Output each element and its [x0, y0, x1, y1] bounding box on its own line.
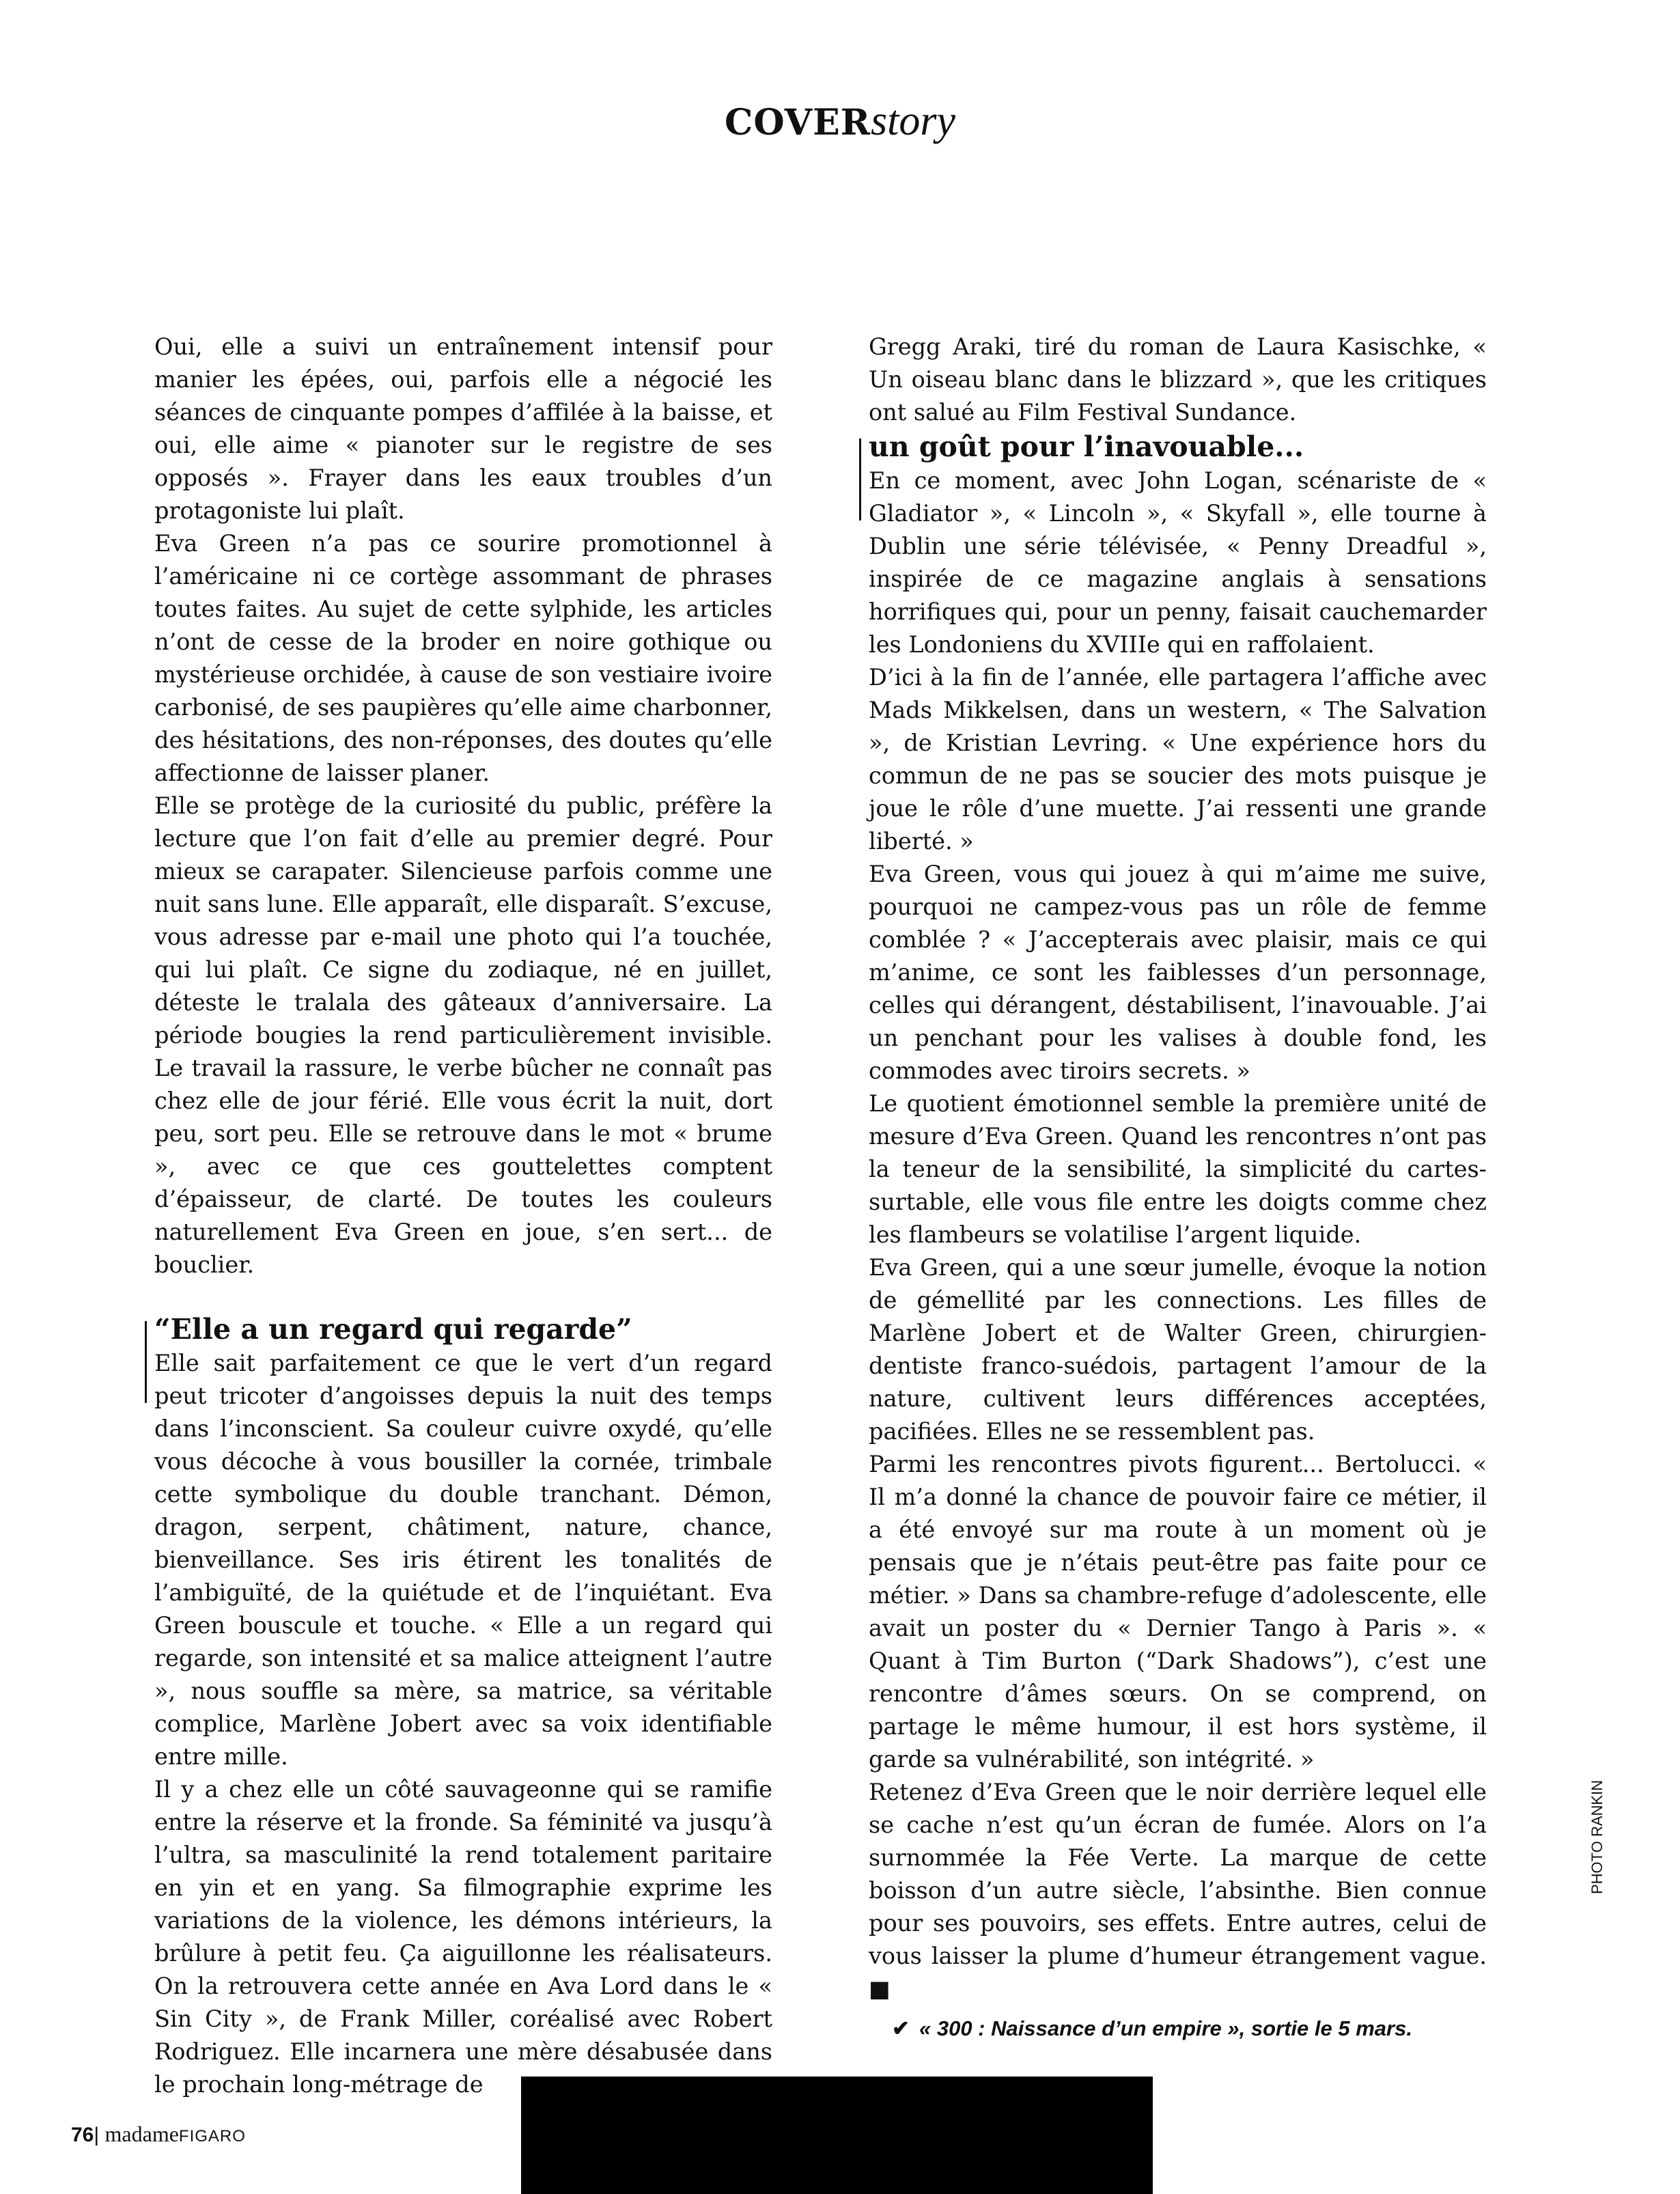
paragraph: D’ici à la fin de l’année, elle partagera l’affiche avec Mads Mikkelsen, dans un western, « The Salvation », de Kristian Levring. « Une expérience hors du commun de ne pas se soucier des mots puisque je joue le rôle d’une muette. J’ai ressenti une grande liberté. »: [869, 664, 1487, 855]
subhead: “Elle a un regard qui regarde”: [154, 1313, 632, 1346]
footer-separator: |: [94, 2124, 100, 2146]
black-block: [521, 2077, 1153, 2194]
paragraph: Oui, elle a suivi un entraînement intensif pour manier les épées, oui, parfois elle a négocié les séances de cinquante pompes d’affilée à la baisse, et oui, elle aime « pianoter sur le registre de ses opposés ». Frayer dans les eaux troubles d’un protagoniste lui plaît.: [154, 333, 772, 524]
page-number: 76: [71, 2124, 94, 2146]
paragraph: Elle sait parfaitement ce que le vert d’un regard peut tricoter d’angoisses depuis la nuit des temps dans l’inconscient. Sa couleur cuivre oxydé, qu’elle vous décoche à vous bousiller la cornée, trimbale cette symbolique du double tranchant. Démon, dragon, serpent, châtiment, nature, chance, bienveillance. Ses iris étirent les tonalités de l’ambiguïté, de la quiétude et de l’inquiétant. Eva Green bouscule et touche. « Elle a un regard qui regarde, son intensité et sa malice atteignent l’autre », nous souffle sa mère, sa matrice, sa véritable complice, Marlène Jobert avec sa voix identifiable entre mille.: [154, 1350, 772, 1770]
right-column: [869, 331, 1487, 2045]
left-column: [154, 331, 772, 2101]
paragraph: Parmi les rencontres pivots figurent... Bertolucci. « Il m’a donné la chance de pouvoir faire ce métier, il a été envoyé sur ma route à un moment où je pensais que je n’étais peut-être pas faite pour ce métier. » Dans sa chambre-refuge d’adolescente, elle avait un poster du « Dernier Tango à Paris ». « Quant à Tim Burton (“Dark Shadows”), c’est une rencontre d’âmes sœurs. On se comprend, on partage le même humour, il est hors système, il garde sa vulnérabilité, son intégrité. »: [869, 1451, 1487, 1773]
paragraph: Eva Green, vous qui jouez à qui m’aime me suive, pourquoi ne campez-vous pas un rôle de femme comblée ? « J’accepterais avec plaisir, mais ce qui m’anime, ce sont les faiblesses d’un personnage, celles qui dérangent, déstabilisent, l’inavouable. J’ai un penchant pour les valises à double fond, les commodes avec tiroirs secrets. »: [869, 861, 1487, 1084]
checkmark-icon: ✔: [892, 2016, 910, 2040]
paragraph: Eva Green n’a pas ce sourire promotionnel à l’américaine ni ce cortège assommant de phrases toutes faites. Au sujet de cette sylphide, les articles n’ont de cesse de la broder en noire gothique ou mystérieuse orchidée, à cause de son vestiaire ivoire carbonisé, de ses paupières qu’elle aime charbonner, des hésitations, des non-réponses, des doutes qu’elle affectionne de laisser planer.: [154, 530, 772, 786]
paragraph: Le quotient émotionnel semble la première unité de mesure d’Eva Green. Quand les rencontres n’ont pas la teneur de la sensibilité, la simplicité du cartes-surtable, elle vous file entre les doigts comme chez les flambeurs se volatilise l’argent liquide.: [869, 1090, 1487, 1248]
paragraph: Elle se protège de la curiosité du public, préfère la lecture que l’on fait d’elle au premier degré. Pour mieux se carapater. Silencieuse parfois comme une nuit sans lune. Elle apparaît, elle disparaît. S’excuse, vous adresse par e-mail une photo qui l’a touchée, qui lui plaît. Ce signe du zodiaque, né en juillet, déteste le tralala des gâteaux d’anniversaire. La période bougies la rend particulièrement invisible. Le travail la rassure, le verbe bûcher ne connaît pas chez elle de jour férié. Elle vous écrit la nuit, dort peu, sort peu. Elle se retrouve dans le mot « brume », avec ce que ces gouttelettes comptent d’épaisseur, de clarté. De toutes les couleurs naturellement Eva Green en joue, s’en sert... de bouclier.: [154, 792, 772, 1278]
subhead-block: [869, 429, 1487, 661]
subhead-block: [154, 1311, 772, 1773]
section-header: [0, 97, 1680, 145]
release-caption: [869, 2012, 1487, 2045]
section-header-story: story: [870, 98, 955, 144]
page-footer: [71, 2122, 246, 2147]
photo-credit: PHOTO RANKIN: [1588, 1779, 1606, 1894]
section-header-cover: COVER: [725, 102, 871, 143]
brand-figaro: FIGARO: [178, 2127, 246, 2146]
paragraph: Il y a chez elle un côté sauvageonne qui se ramifie entre la réserve et la fronde. Sa féminité va jusqu’à l’ultra, sa masculinité la rend totalement paritaire en yin et en yang. Sa filmographie exprime les variations de la violence, les démons intérieurs, la brûlure à petit feu. Ça aiguillonne les réalisateurs. On la retrouvera cette année en Ava Lord dans le « Sin City », de Frank Miller, coréalisé avec Robert Rodriguez. Elle incarnera une mère désabusée dans le prochain long-métrage de: [154, 1776, 772, 2098]
paragraph: En ce moment, avec John Logan, scénariste de « Gladiator », « Lincoln », « Skyfall », elle tourne à Dublin une série télévisée, « Penny Dreadful », inspirée de ce magazine anglais à sensations horrifiques qui, pour un penny, faisait cauchemarder les Londoniens du XVIIIe qui en raffolaient.: [869, 467, 1487, 658]
subhead: un goût pour l’inavouable...: [869, 430, 1304, 463]
brand-madame: madame: [104, 2122, 179, 2146]
paragraph: Eva Green, qui a une sœur jumelle, évoque la notion de gémellité par les connections. Les filles de Marlène Jobert et de Walter Green, chirurgien-dentiste franco-suédois, partagent l’amour de la nature, cultivent leurs différences acceptées, pacifiées. Elles ne se ressemblent pas.: [869, 1254, 1487, 1445]
paragraph: Retenez d’Eva Green que le noir derrière lequel elle se cache n’est qu’un écran de fumée. Alors on l’a surnommée la Fée Verte. La marque de cette boisson d’un autre siècle, l’absinthe. Bien connue pour ses pouvoirs, ses effets. Entre autres, celui de vous laisser la plume d’humeur étrangement vague. ■: [869, 1779, 1487, 2002]
caption-text: « 300 : Naissance d’un empire », sortie le 5 mars.: [919, 2016, 1412, 2040]
paragraph: Gregg Araki, tiré du roman de Laura Kasischke, « Un oiseau blanc dans le blizzard », que les critiques ont salué au Film Festival Sundance.: [869, 333, 1487, 426]
